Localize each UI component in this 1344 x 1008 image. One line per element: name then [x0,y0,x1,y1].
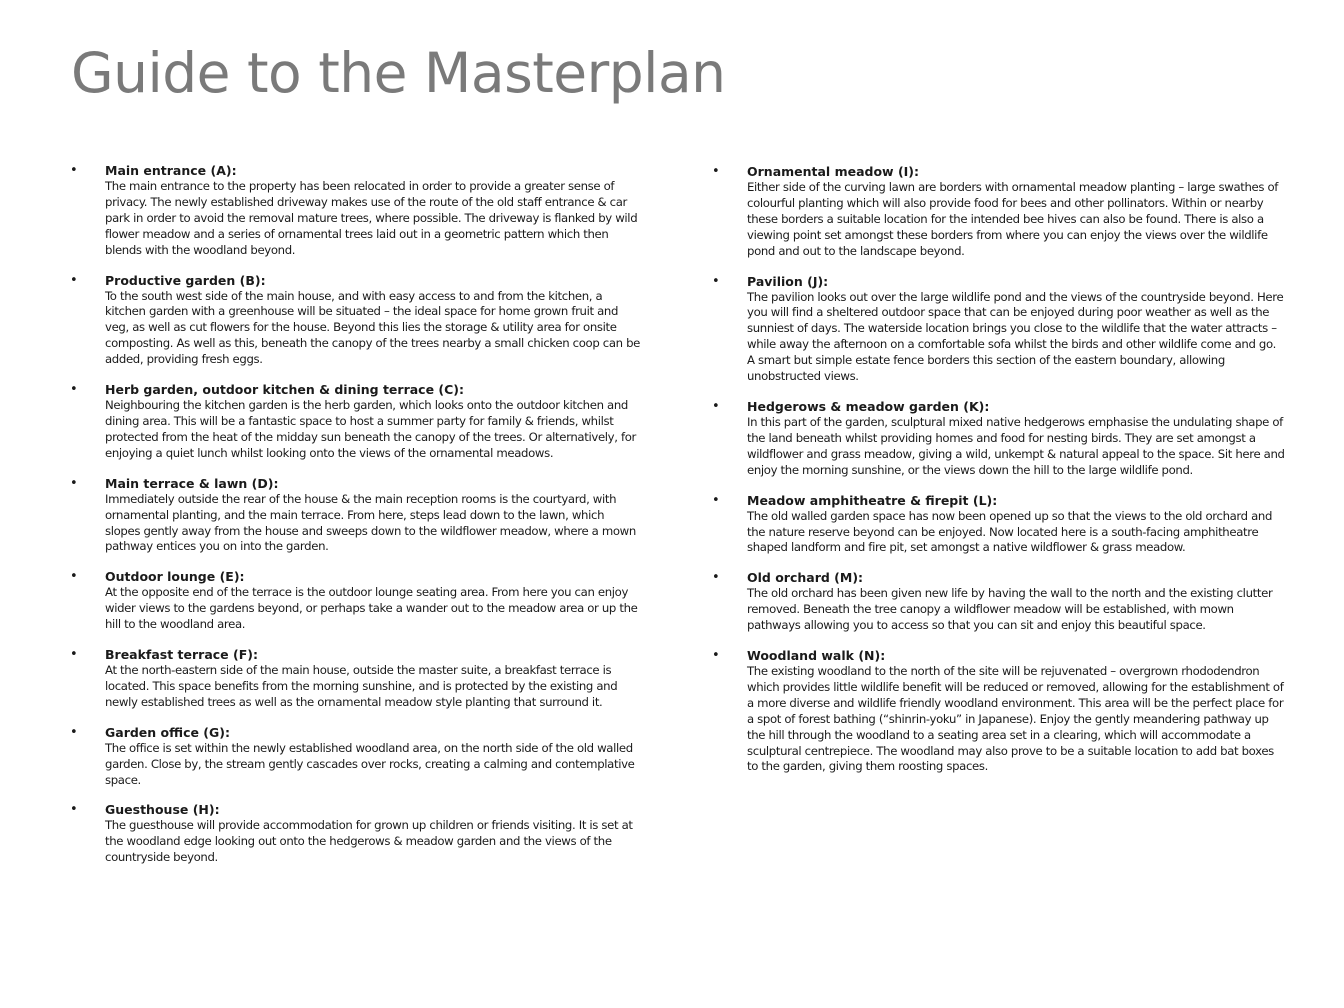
item-heading: Old orchard (M): [747,570,864,586]
bullet-icon: • [70,475,78,491]
list-item-garden-office [70,724,640,789]
bullet-icon: • [70,163,78,178]
list-item-outdoor-lounge [70,569,640,633]
bullet-icon: • [70,272,78,288]
item-description: The guesthouse will provide accommodation for grown up children or friends visiting. It is set at the woodland edge looking out onto the hedgerows & meadow garden and the views of the countryside beyond. [105,818,633,865]
item-heading: Breakfast terrace (F): [105,647,258,663]
item-description: The office is set within the newly established woodland area, on the north side of the old walled garden. Close by, the stream gently cascades over rocks, creating a calming and contemplative space. [105,740,635,787]
list-item-guesthouse [70,802,640,866]
item-description: The old walled garden space has now been opened up so that the views to the old orchard and the nature reserve beyond can be enjoyed. Now located here is a south-facing amphitheatre shaped landform and fire pit, set amongst a native wildflower & grass meadow. [747,508,1273,555]
page-title: Guide to the Masterplan [71,41,726,105]
bullet-icon: • [712,398,720,414]
list-item-pavilion [712,273,1285,385]
left-bullet-list [70,163,640,880]
item-description: Either side of the curving lawn are borders with ornamental meadow planting – large swathes of colourful planting which will also provide food for bees and other pollinators. Within or nearby these borders a suitable location for the intended bee hives can also be found. There is also a viewing point set amongst these borders from where you can enjoy the views over the wildlife pond and out to the landscape beyond. [747,180,1279,258]
item-description: The existing woodland to the north of the site will be rejuvenated – overgrown rhododendron which provides little wildlife benefit will be reduced or removed, allowing for the establishment of a more diverse and wildlife friendly woodland environment. This area will be the perfect place for a spot of forest bathing (“shinrin-yoku” in Japanese). Enjoy the gently meandering pathway up the hill through the woodland to a seating area set in a clearing, which will accommodate a sculptural centrepiece. The woodland may also prove to be a suitable location to add bat boxes to the garden, giving them roosting spaces. [747,664,1284,774]
item-heading: Pavilion (J): [747,273,829,289]
item-description: To the south west side of the main house, and with easy access to and from the kitchen, a kitchen garden with a greenhouse will be situated – the ideal space for home grown fruit and veg, as well as cut flowers for the house. Beyond this lies the storage & utility area for onsite composting. As well as this, beneath the canopy of the trees nearby a small chicken coop can be added, providing fresh eggs. [105,288,640,367]
item-heading: Garden office (G): [105,724,230,740]
item-heading: Woodland walk (N): [747,648,886,664]
item-description: The main entrance to the property has been relocated in order to provide a greater sense of privacy. The newly established driveway makes use of the route of the old staff entrance & car park in order to avoid the removal mature trees, where possible. The driveway is flanked by wild flower meadow and a series of ornamental trees laid out in a geometric pattern which then blends with the woodland beyond. [105,179,638,257]
item-heading: Main entrance (A): [105,163,237,178]
list-item-old-orchard [712,570,1285,634]
bullet-icon: • [70,569,78,585]
list-item-woodland-walk [712,648,1285,775]
item-description: Immediately outside the rear of the house & the main reception rooms is the courtyard, with ornamental planting, and the main terrace. From here, steps lead down to the lawn, which slopes gently away from the house and sweeps down to the wildflower meadow, where a mown pathway entices you on into the garden. [105,491,636,554]
bullet-icon: • [712,273,720,289]
item-heading: Guesthouse (H): [105,802,220,818]
item-heading: Meadow amphitheatre & firepit (L): [747,492,998,508]
item-heading: Productive garden (B): [105,272,266,288]
list-item-herb-garden [70,382,640,462]
list-item-main-entrance [70,163,640,259]
item-description: The old orchard has been given new life by having the wall to the north and the existing clutter removed. Beneath the tree canopy a wildflower meadow will be established, with mown pathways allowing you to access so that you can sit and enjoy this beautiful space. [747,586,1273,633]
bullet-icon: • [70,647,78,663]
item-description: At the north-eastern side of the main house, outside the master suite, a breakfast terrace is located. This space benefits from the morning sunshine, and is protected by the existing and newly established trees as well as the ornamental meadow style planting that surround it. [105,663,618,709]
item-description: In this part of the garden, sculptural mixed native hedgerows emphasise the undulating shape of the land beneath whilst providing homes and food for nesting birds. They are set amongst a wildflower and grass meadow, giving a wild, unkempt & natural appeal to the space. Sit here and enjoy the morning sunshine, or the views down the hill to the large wildlife pond. [747,414,1285,477]
bullet-icon: • [70,724,78,740]
list-item-breakfast-terrace [70,647,640,711]
right-bullet-list [712,164,1285,789]
list-item-hedgerows [712,398,1285,479]
item-heading: Herb garden, outdoor kitchen & dining terrace (C): [105,382,465,398]
bullet-icon: • [712,648,720,664]
item-heading: Ornamental meadow (I): [747,164,920,179]
bullet-icon: • [70,802,78,818]
item-description: Neighbouring the kitchen garden is the herb garden, which looks onto the outdoor kitchen and dining area. This will be a fantastic space to host a summer party for family & friends, whilst protected from the heat of the midday sun beneath the canopy of the trees. Or alternatively, for enjoying a quiet lunch whilst looking onto the views of the ornamental meadows. [105,398,636,460]
item-heading: Main terrace & lawn (D): [105,475,279,491]
item-description: At the opposite end of the terrace is the outdoor lounge seating area. From here you can enjoy wider views to the gardens beyond, or perhaps take a wander out to the meadow area or up the hill to the woodland area. [105,585,638,632]
list-item-meadow-amphitheatre [712,492,1285,557]
list-item-ornamental-meadow [712,164,1285,260]
bullet-icon: • [712,492,720,508]
item-heading: Outdoor lounge (E): [105,569,245,585]
item-heading: Hedgerows & meadow garden (K): [747,398,990,414]
list-item-productive-garden [70,272,640,369]
bullet-icon: • [70,382,78,398]
list-item-main-terrace [70,475,640,556]
bullet-icon: • [712,164,720,179]
item-description: The pavilion looks out over the large wildlife pond and the views of the countryside beyond. Here you will find a sheltered outdoor space that can be enjoyed during poor weather as well as the sunniest of days. The waterside location brings you close to the wildlife that the water attracts – while away the afternoon on a comfortable sofa whilst the birds and other wildlife come and go. A smart but simple estate fence borders this section of the eastern boundary, allowing unobstructed views. [747,289,1284,384]
bullet-icon: • [712,570,720,586]
